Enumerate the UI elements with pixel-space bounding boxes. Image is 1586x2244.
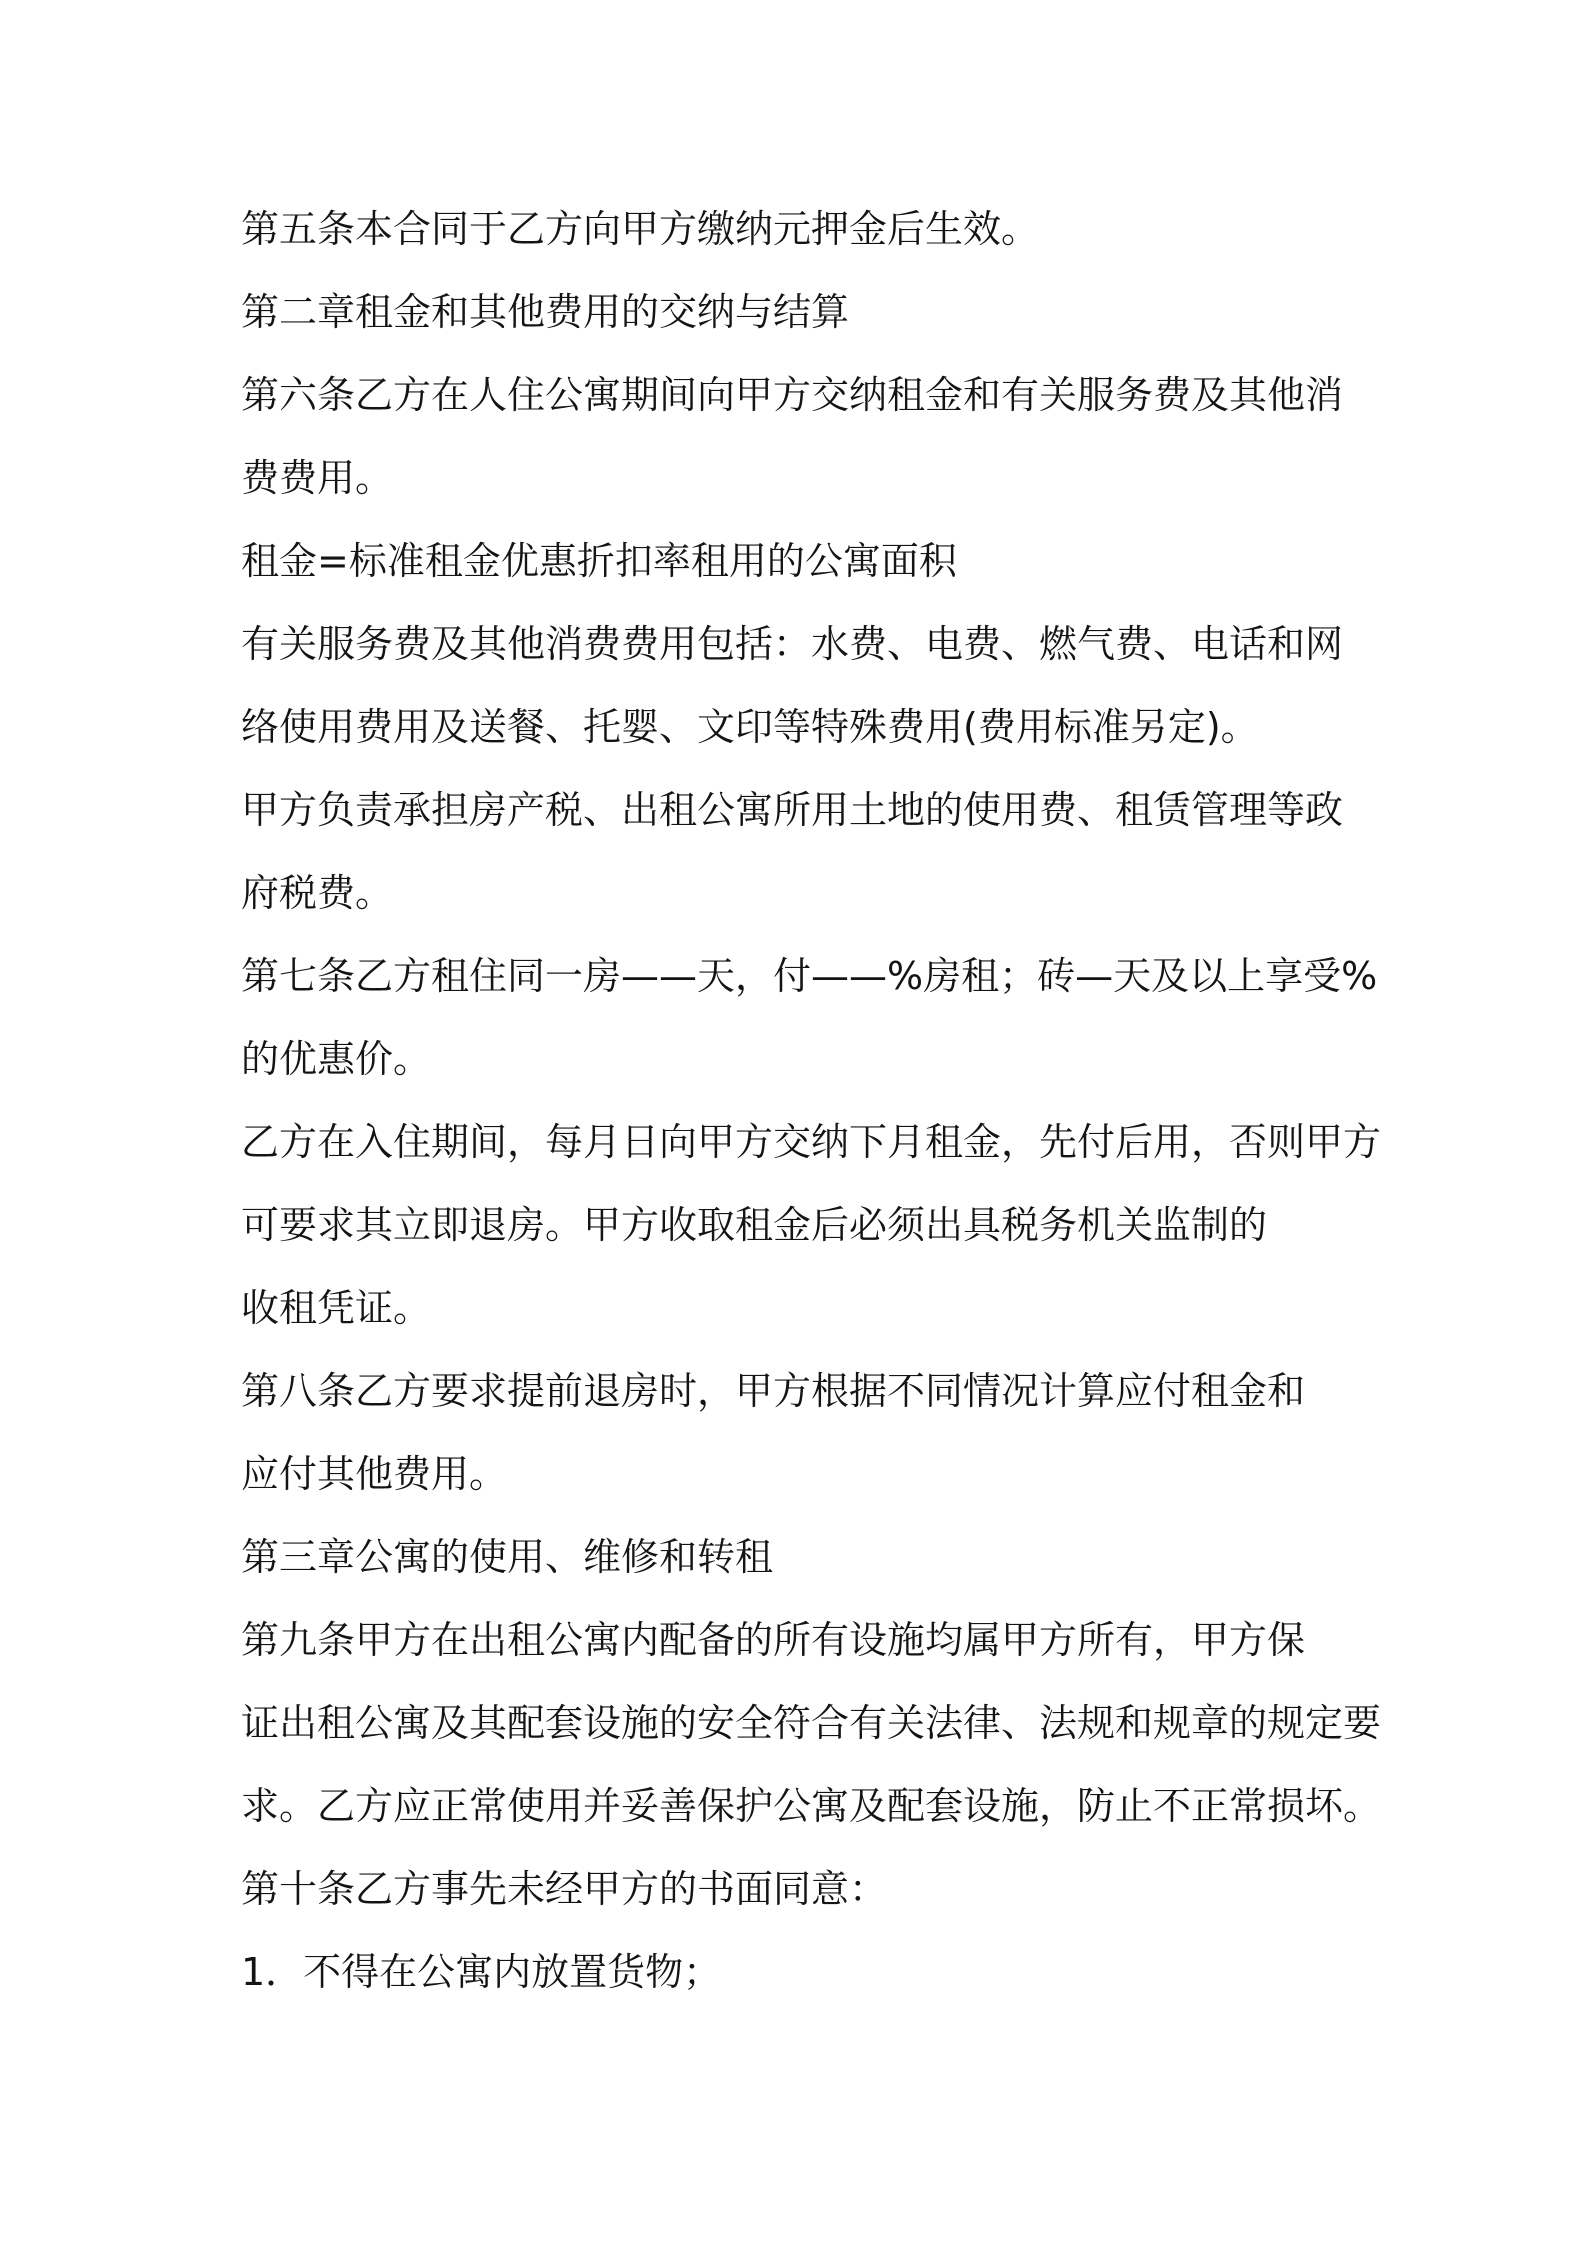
chapter-heading: 第三章公寓的使用、维修和转租 <box>241 1535 774 1579</box>
paragraph-line: 第八条乙方要求提前退房时，甲方根据不同情况计算应付租金和 <box>241 1369 1306 1413</box>
paragraph-line: 络使用费用及送餐、托婴、文印等特殊费用(费用标准另定)。 <box>241 705 1259 749</box>
paragraph-line: 有关服务费及其他消费费用包括：水费、电费、燃气费、电话和网 <box>241 622 1344 666</box>
chapter-heading: 第二章租金和其他费用的交纳与结算 <box>241 290 850 334</box>
paragraph-line: 乙方在入住期间，每月日向甲方交纳下月租金，先付后用，否则甲方 <box>241 1120 1382 1164</box>
paragraph-line: 府税费。 <box>241 871 394 915</box>
paragraph-line: 收租凭证。 <box>241 1286 432 1330</box>
paragraph-line: 租金=标准租金优惠折扣率租用的公寓面积 <box>241 539 957 583</box>
paragraph-line: 的优惠价。 <box>241 1037 432 1081</box>
paragraph-line: 第六条乙方在人住公寓期间向甲方交纳租金和有关服务费及其他消 <box>241 373 1344 417</box>
paragraph-line: 可要求其立即退房。甲方收取租金后必须出具税务机关监制的 <box>241 1203 1268 1247</box>
paragraph-line: 第九条甲方在出租公寓内配备的所有设施均属甲方所有，甲方保 <box>241 1618 1306 1662</box>
paragraph-line: 费费用。 <box>241 456 394 500</box>
paragraph-line: 第十条乙方事先未经甲方的书面同意： <box>241 1867 888 1911</box>
paragraph-line: 第五条本合同于乙方向甲方缴纳元押金后生效。 <box>241 207 1040 251</box>
paragraph-line: 求。乙方应正常使用并妥善保护公寓及配套设施，防止不正常损坏。 <box>241 1784 1382 1828</box>
paragraph-line: 证出租公寓及其配套设施的安全符合有关法律、法规和规章的规定要 <box>241 1701 1382 1745</box>
paragraph-line: 甲方负责承担房产税、出租公寓所用土地的使用费、租赁管理等政 <box>241 788 1344 832</box>
list-item: 1．不得在公寓内放置货物； <box>241 1950 722 1994</box>
paragraph-line: 应付其他费用。 <box>241 1452 508 1496</box>
paragraph-line: 第七条乙方租住同一房——天，付——%房租；砖—天及以上享受% <box>241 954 1378 998</box>
